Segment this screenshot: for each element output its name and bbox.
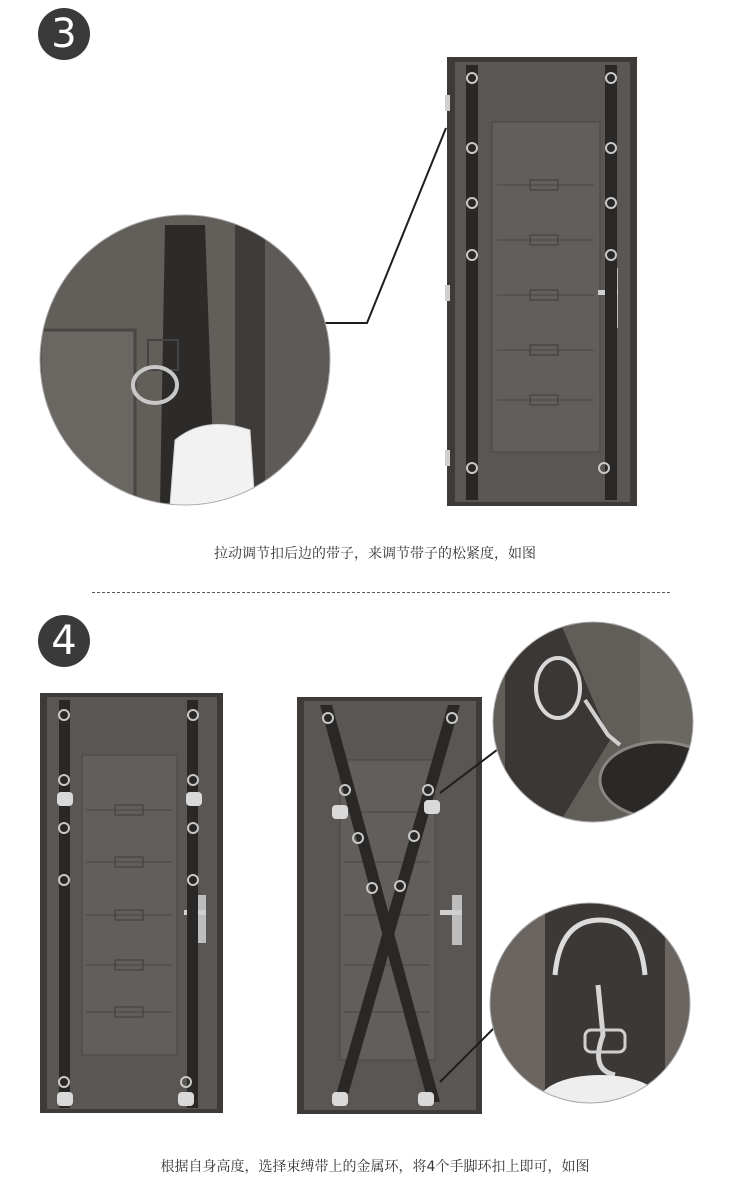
step-caption: 根据自身高度，选择束缚带上的金属环，将4个手脚环扣上即可，如图 (160, 1159, 590, 1175)
callout-line (292, 128, 446, 323)
door-illustration (297, 697, 482, 1114)
zoom-detail-photo (490, 903, 690, 1125)
step-number-badge: 3 (38, 8, 90, 60)
step-number-badge: 4 (38, 615, 90, 667)
section-divider (92, 592, 670, 593)
zoom-detail-photo (40, 215, 330, 510)
step-caption: 拉动调节扣后边的带子，来调节带子的松紧度，如图 (214, 546, 536, 562)
zoom-detail-photo (493, 622, 720, 822)
